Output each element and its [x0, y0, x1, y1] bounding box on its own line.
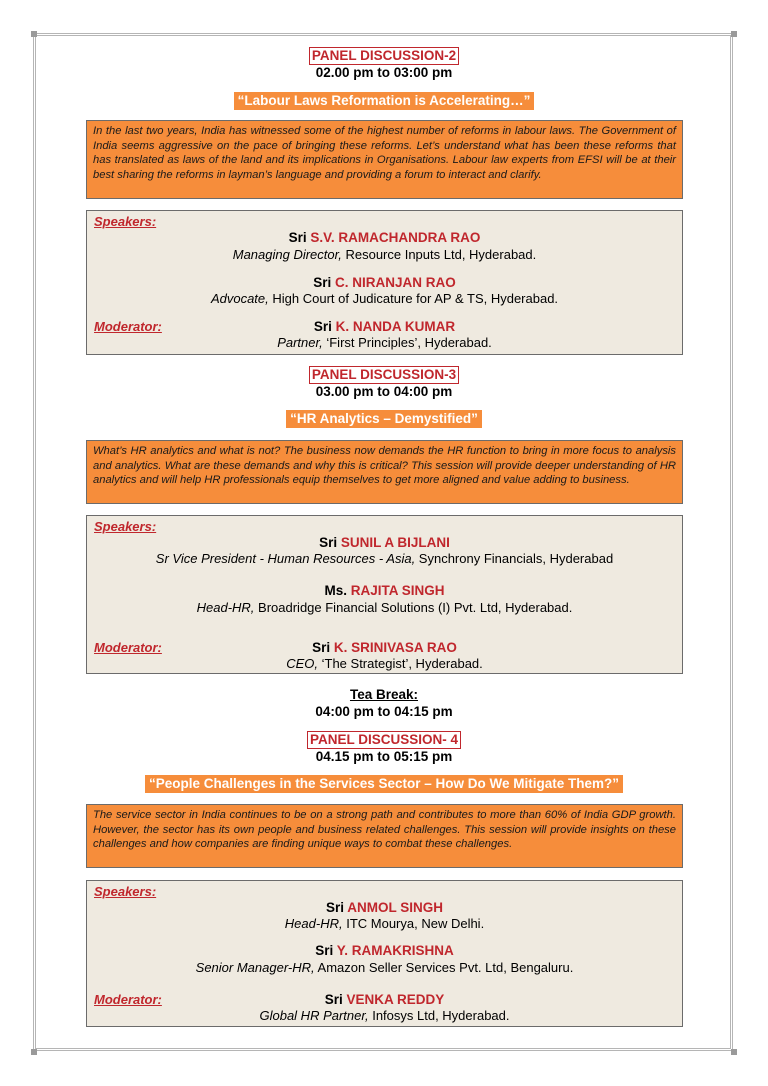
- person-name: Y. RAMAKRISHNA: [336, 943, 454, 958]
- panel-time: 03.00 pm to 04:00 pm: [315, 384, 453, 399]
- panel-description: In the last two years, India has witnessed some of the highest number of reforms in labour laws. The Government of India seems aggressive on the pace of bringing these reforms. Let’s understand what has been these reforms that has translated as laws of the land and its implications in Organisations. Labour law experts from EFSI will be at their best sharing the reforms in layman’s language and providing a forum to interact and clarify.: [86, 120, 683, 199]
- panel-topic: “People Challenges in the Services Sector – How Do We Mitigate Them?”: [145, 775, 623, 793]
- panel-title: PANEL DISCUSSION- 4: [307, 731, 461, 749]
- moderator-designation: [87, 335, 682, 350]
- moderator-designation: [87, 1008, 682, 1023]
- honorific: Sri: [312, 640, 331, 655]
- honorific: Sri: [313, 275, 332, 290]
- organisation: Amazon Seller Services Pvt. Ltd, Bengaluru.: [314, 960, 574, 975]
- speakers-label: Speakers:: [94, 519, 157, 534]
- speaker-designation: [87, 960, 682, 975]
- border-corner: [31, 1049, 37, 1055]
- speaker-name: [87, 900, 682, 915]
- organisation: Resource Inputs Ltd, Hyderabad.: [341, 247, 537, 262]
- honorific: Ms.: [324, 583, 347, 598]
- moderator-designation: [87, 656, 682, 671]
- panel-topic: “HR Analytics – Demystified”: [286, 410, 482, 428]
- border-corner: [731, 1049, 737, 1055]
- designation: Senior Manager-HR,: [195, 960, 315, 975]
- designation: Partner,: [277, 335, 323, 350]
- honorific: Sri: [324, 992, 343, 1007]
- organisation: ‘First Principles’, Hyderabad.: [322, 335, 492, 350]
- honorific: Sri: [325, 900, 344, 915]
- organisation: ‘The Strategist’, Hyderabad.: [318, 656, 483, 671]
- panel-topic-row: [0, 410, 768, 428]
- organisation: Synchrony Financials, Hyderabad: [415, 551, 614, 566]
- moderator-name: [87, 992, 682, 1007]
- moderator-name: [87, 319, 682, 334]
- panel-3-header: [0, 366, 768, 384]
- organisation: Broadridge Financial Solutions (I) Pvt. Ltd, Hyderabad.: [254, 600, 573, 615]
- person-name: S.V. RAMACHANDRA RAO: [310, 230, 481, 245]
- tea-break-time: 04:00 pm to 04:15 pm: [315, 704, 453, 719]
- tea-break-label: Tea Break:: [349, 687, 419, 702]
- panel-title: PANEL DISCUSSION-2: [309, 47, 459, 65]
- speaker-name: [87, 583, 682, 598]
- speaker-designation: [87, 551, 682, 566]
- panel-time: 04.15 pm to 05:15 pm: [315, 749, 453, 764]
- speaker-designation: [87, 247, 682, 262]
- organisation: Infosys Ltd, Hyderabad.: [368, 1008, 510, 1023]
- speakers-label: Speakers:: [94, 884, 157, 899]
- speakers-label: Speakers:: [94, 214, 157, 229]
- speaker-designation: [87, 916, 682, 931]
- panel-topic-row: [0, 92, 768, 110]
- person-name: K. SRINIVASA RAO: [333, 640, 457, 655]
- person-name: ANMOL SINGH: [347, 900, 444, 915]
- border-corner: [731, 31, 737, 37]
- organisation: High Court of Judicature for AP & TS, Hyderabad.: [268, 291, 559, 306]
- speaker-designation: [87, 291, 682, 306]
- honorific: Sri: [288, 230, 307, 245]
- speaker-designation: [87, 600, 682, 615]
- person-name: C. NIRANJAN RAO: [335, 275, 456, 290]
- honorific: Sri: [315, 943, 334, 958]
- speaker-name: [87, 943, 682, 958]
- panel-3-speakers-box: [86, 515, 683, 674]
- speaker-name: [87, 230, 682, 245]
- moderator-label: Moderator:: [94, 319, 162, 334]
- designation: Managing Director,: [232, 247, 342, 262]
- person-name: VENKA REDDY: [346, 992, 445, 1007]
- designation: Advocate,: [210, 291, 269, 306]
- panel-2-header: [0, 47, 768, 65]
- border-corner: [31, 31, 37, 37]
- designation: Head-HR,: [196, 600, 255, 615]
- panel-topic: “Labour Laws Reformation is Accelerating…”: [234, 92, 535, 110]
- moderator-label: Moderator:: [94, 640, 162, 655]
- designation: Head-HR,: [284, 916, 343, 931]
- designation: Sr Vice President - Human Resources - Asia,: [155, 551, 416, 566]
- panel-4-header: [0, 731, 768, 749]
- designation: CEO,: [286, 656, 319, 671]
- speaker-name: [87, 535, 682, 550]
- person-name: K. NANDA KUMAR: [335, 319, 456, 334]
- moderator-name: [87, 640, 682, 655]
- honorific: Sri: [313, 319, 332, 334]
- person-name: SUNIL A BIJLANI: [340, 535, 450, 550]
- speaker-name: [87, 275, 682, 290]
- panel-time: 02.00 pm to 03:00 pm: [315, 65, 453, 80]
- designation: Global HR Partner,: [259, 1008, 369, 1023]
- panel-2-speakers-box: [86, 210, 683, 355]
- panel-topic-row: [0, 775, 768, 793]
- panel-description: The service sector in India continues to be on a strong path and contributes to more than 60% of India GDP growth. However, the sector has its own people and business related challenges. This session will provide insights on these challenges and how companies are finding unique ways to combat these challenges.: [86, 804, 683, 868]
- honorific: Sri: [319, 535, 338, 550]
- panel-4-speakers-box: [86, 880, 683, 1027]
- person-name: RAJITA SINGH: [350, 583, 445, 598]
- panel-title: PANEL DISCUSSION-3: [309, 366, 459, 384]
- organisation: ITC Mourya, New Delhi.: [342, 916, 485, 931]
- moderator-label: Moderator:: [94, 992, 162, 1007]
- panel-description: What’s HR analytics and what is not? The business now demands the HR function to bring in more focus to analysis and analytics. What are these demands and why this is critical? This session will provide deeper understanding of HR analytics and will help HR professionals equip themselves to get more aligned and value adding to business.: [86, 440, 683, 504]
